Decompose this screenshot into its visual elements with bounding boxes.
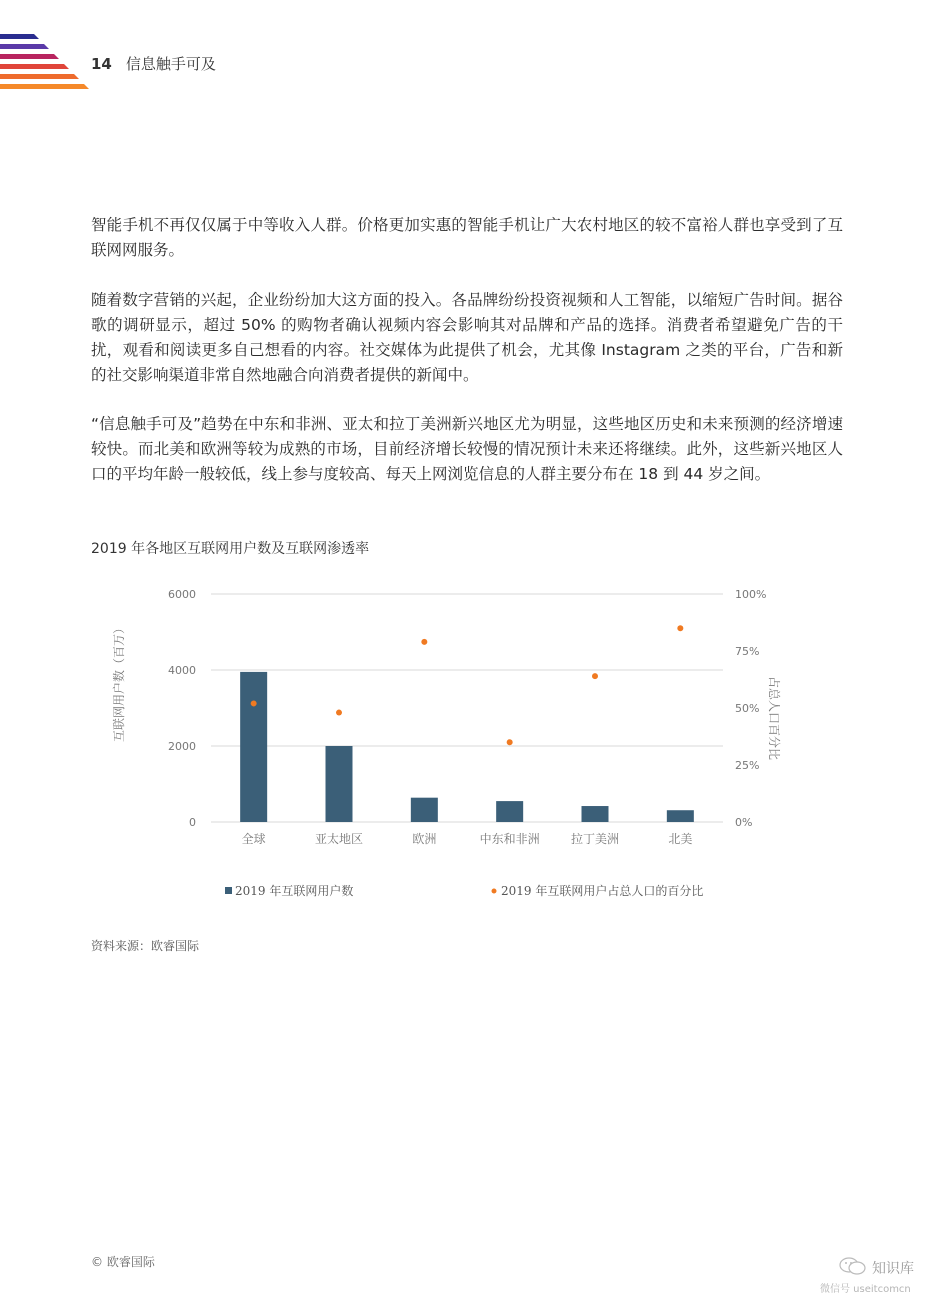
- legend-bar-swatch: [225, 887, 232, 894]
- y2-tick-label: 0%: [735, 816, 753, 829]
- x-tick-label: 中东和非洲: [479, 832, 540, 846]
- source-note: 资料来源：欧睿国际: [91, 939, 200, 953]
- point: [251, 700, 257, 706]
- bar: [326, 746, 353, 822]
- bar: [240, 672, 267, 822]
- x-tick-label: 亚太地区: [314, 832, 364, 846]
- y2-tick-label: 25%: [735, 759, 760, 772]
- x-tick-label: 欧洲: [412, 832, 437, 846]
- wechat-icon: [838, 1256, 868, 1276]
- y2-tick-label: 75%: [735, 645, 760, 658]
- chart-bars: [240, 672, 694, 822]
- y-tick-label: 6000: [168, 588, 196, 601]
- chart-y2-tick-labels: [735, 588, 766, 829]
- y-tick-label: 0: [189, 816, 196, 829]
- point: [592, 673, 598, 679]
- legend-point-swatch: [492, 889, 497, 894]
- page-header-title: 信息触手可及: [125, 55, 216, 73]
- paragraph-1: 智能手机不再仅仅属于中等收入人群。价格更加实惠的智能手机让广大农村地区的较不富裕人群也享受到了互联网网服务。: [91, 216, 843, 259]
- stripe-1: [0, 34, 39, 39]
- watermark: [820, 1250, 925, 1300]
- point: [677, 625, 683, 631]
- paragraph-2: 随着数字营销的兴起，企业纷纷加大这方面的投入。各品牌纷纷投资视频和人工智能，以缩短广告时间。据谷歌的调研显示，超过 50% 的购物者确认视频内容会影响其对品牌和产品的选择。消费者希望避免广告的干扰，观看和阅读更多自己想看的内容。社交媒体为此提供了机会，尤其像 Instagram 之类的平台，广告和新的社交影响渠道非常自然地融合向消费者提供的新闻中。: [91, 291, 843, 384]
- point: [421, 639, 427, 645]
- watermark-brand: 知识库: [872, 1261, 914, 1277]
- stripe-4: [0, 64, 69, 69]
- y2-tick-label: 100%: [735, 588, 767, 601]
- point: [507, 739, 513, 745]
- page-header: [91, 53, 216, 74]
- chart-legend: [225, 883, 703, 898]
- chart-points: [251, 625, 684, 745]
- internet-users-chart: [91, 570, 791, 915]
- y-tick-label: 2000: [168, 740, 196, 753]
- bar: [411, 798, 438, 822]
- x-tick-label: 北美: [668, 832, 693, 846]
- point: [336, 710, 342, 716]
- header-stripes-logo: [0, 0, 100, 100]
- stripe-6: [0, 84, 89, 89]
- chart-y-tick-labels: [168, 588, 196, 829]
- stripe-5: [0, 74, 79, 79]
- chart-title: 2019 年各地区互联网用户数及互联网渗透率: [91, 541, 370, 557]
- y-tick-label: 4000: [168, 664, 196, 677]
- x-tick-label: 全球: [241, 832, 266, 846]
- legend-point-label: 2019 年互联网用户占总人口的百分比: [501, 884, 704, 898]
- y2-tick-label: 50%: [735, 702, 760, 715]
- paragraph-3: “信息触手可及”趋势在中东和非洲、亚太和拉丁美洲新兴地区尤为明显，这些地区历史和未来预测的经济增速较快。而北美和欧洲等较为成熟的市场，目前经济增长较慢的情况预计未来还将继续。此外，这些新兴地区人口的平均年龄一般较低，线上参与度较高、每天上网浏览信息的人群主要分布在 18 到 44 岁之间。: [91, 415, 843, 483]
- chart-x-tick-labels: [242, 831, 693, 846]
- bar: [496, 801, 523, 822]
- bar: [667, 810, 694, 822]
- chart-y2-axis-label: 占总人口百分比: [767, 675, 781, 761]
- page-number: 14: [91, 55, 112, 73]
- watermark-sub: 微信号 useitcomcn: [820, 1284, 911, 1295]
- legend-bar-label: 2019 年互联网用户数: [235, 884, 354, 898]
- page-footer: © 欧睿国际: [91, 1255, 155, 1269]
- stripe-2: [0, 44, 49, 49]
- chart-y-axis-label: 互联网用户数（百万）: [112, 621, 126, 743]
- bar: [582, 806, 609, 822]
- x-tick-label: 拉丁美洲: [570, 832, 620, 846]
- stripe-3: [0, 54, 59, 59]
- chart-gridlines: [211, 594, 723, 822]
